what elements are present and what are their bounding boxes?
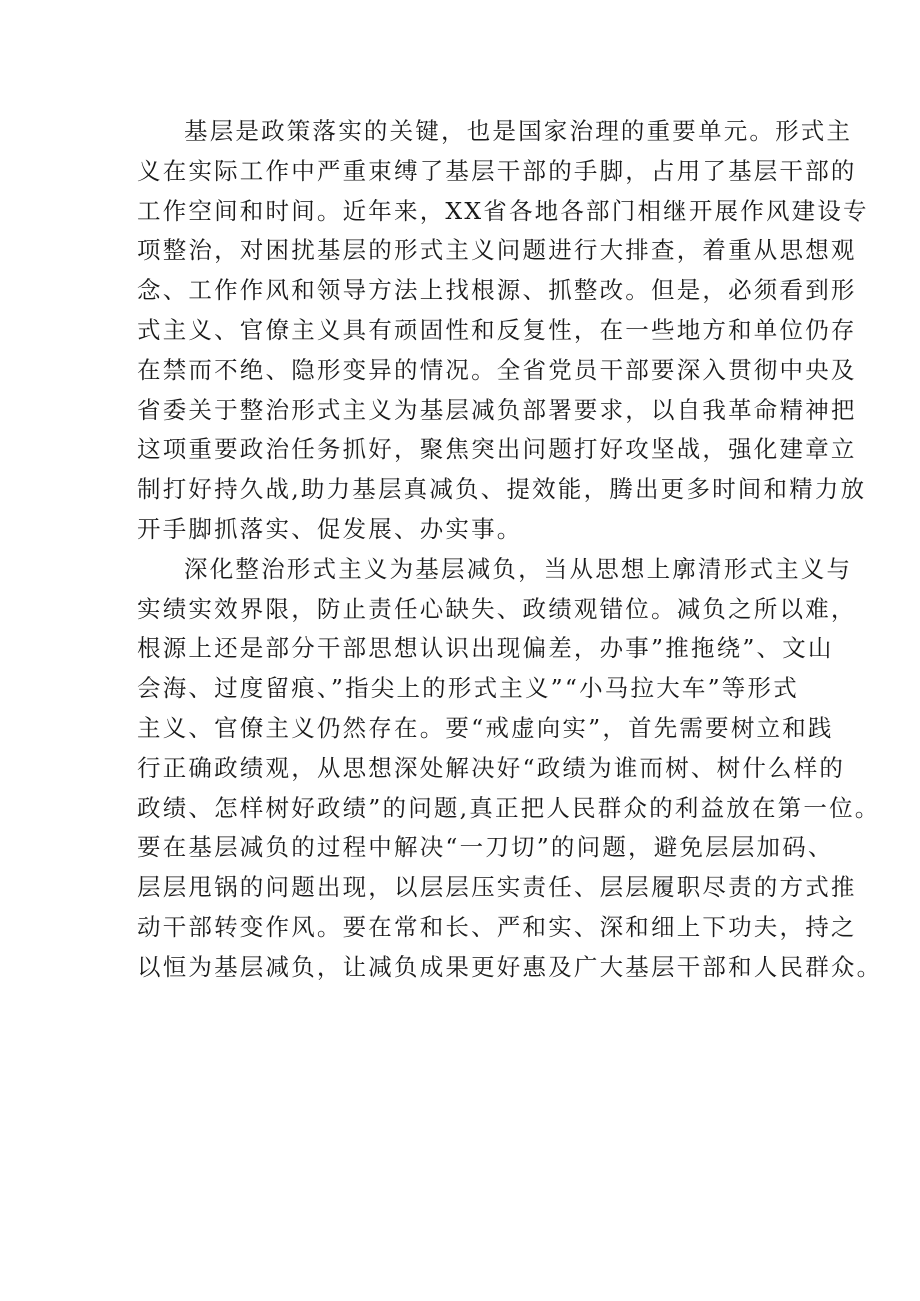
paragraph-line: 这项重要政治任务抓好，聚焦突出问题打好攻坚战，强化建章立 [137,435,857,464]
paragraph-line: 行正确政绩观，从思想深处解决好“政绩为谁而树、树什么样的 [137,753,846,782]
paragraph-line: 以恒为基层减负，让减负成果更好惠及广大基层干部和人民群众。 [137,952,883,981]
paragraph-line: 层层甩锅的问题出现，以层层压实责任、层层履职尽责的方式推 [137,873,857,902]
paragraph-line: 省委关于整治形式主义为基层减负部署要求，以自我革命精神把 [137,395,857,424]
document-body [137,112,883,988]
paragraph-line: 动干部转变作风。要在常和长、严和实、深和细上下功夫，持之 [137,912,857,941]
paragraph-line: 主义、官僚主义仍然存在。要“戒虚向实”，首先需要树立和践 [137,713,834,742]
paragraph-line: 要在基层减负的过程中解决“一刀切”的问题，避免层层加码、 [137,833,834,862]
paragraph-2 [137,550,883,988]
paragraph-line: 式主义、官僚主义具有顽固性和反复性，在一些地方和单位仍存 [137,315,857,344]
paragraph-1 [137,112,869,550]
paragraph-line: 义在实际工作中严重束缚了基层干部的手脚，占用了基层干部的 [137,156,857,185]
paragraph-line: 念、工作作风和领导方法上找根源、抓整改。但是，必须看到形 [137,276,857,305]
paragraph-line: 深化整治形式主义为基层减负，当从思想上廓清形式主义与 [184,554,853,583]
paragraph-line: 实绩实效界限，防止责任心缺失、政绩观错位。减负之所以难， [137,594,857,623]
paragraph-line: 开手脚抓落实、促发展、办实事。 [137,514,523,543]
paragraph-line: 项整治，对困扰基层的形式主义问题进行大排查，着重从思想观 [137,236,857,265]
paragraph-line: 基层是政策落实的关键，也是国家治理的重要单元。形式主 [184,117,853,145]
paragraph-line: 在禁而不绝、隐形变异的情况。全省党员干部要深入贯彻中央及 [137,355,857,384]
paragraph-line: 根源上还是部分干部思想认识出现偏差，办事”推拖绕”、文山 [137,634,834,663]
paragraph-line: 工作空间和时间。近年来，XX省各地各部门相继开展作风建设专 [137,196,869,225]
paragraph-line: 制打好持久战,助力基层真减负、提效能，腾出更多时间和精力放 [137,475,867,504]
paragraph-line: 会海、过度留痕、”指尖上的形式主义”“小马拉大车”等形式 [137,674,799,703]
paragraph-line: 政绩、怎样树好政绩”的问题,真正把人民群众的利益放在第一位。 [137,793,881,822]
